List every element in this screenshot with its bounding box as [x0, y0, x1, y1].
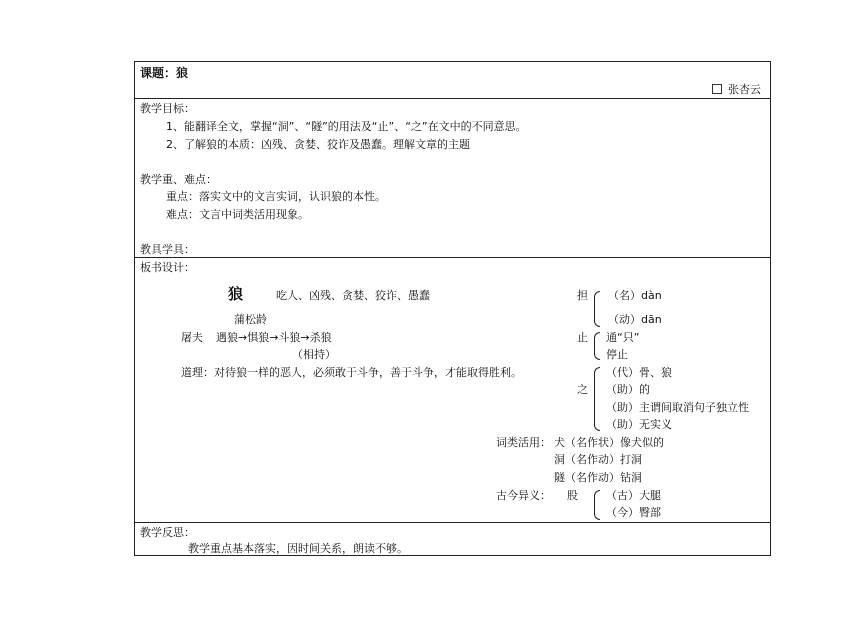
- zhi-sense: （代）骨、狼: [606, 366, 672, 379]
- row-divider: [134, 522, 771, 523]
- conversion-label: 词类活用：: [496, 436, 551, 449]
- brace: [594, 367, 600, 431]
- reflection-text: 教学重点基本落实，因时间关系，朗读不够。: [188, 542, 408, 555]
- tools-heading: 教具学具：: [140, 243, 195, 256]
- objectives-heading: 教学目标：: [140, 102, 195, 115]
- board-main-word: 狼: [228, 285, 244, 303]
- word-zhi: 之: [577, 383, 588, 396]
- table-border-top: [134, 61, 771, 62]
- conversion-item: 犬（名作状）像犬似的: [554, 436, 664, 449]
- conversion-item: 洞（名作动）打洞: [554, 453, 642, 466]
- word-zhi-stop: 止: [577, 331, 588, 344]
- board-traits: 吃人、凶残、贪婪、狡诈、愚蠢: [276, 289, 430, 302]
- brace: [594, 291, 600, 327]
- key-points-heading: 教学重、难点：: [140, 173, 217, 186]
- course-title: 课题：狼: [140, 66, 189, 80]
- objective-item: 2、了解狼的本质：凶残、贪婪、狡诈及愚蠢。理解文章的主题: [166, 138, 470, 151]
- word-dan: 担: [577, 289, 588, 302]
- zhi-sense: （助）无实义: [606, 418, 672, 431]
- checkbox-icon: [712, 84, 722, 94]
- brace: [594, 490, 600, 520]
- ancient-modern-sense: （古）大腿: [606, 489, 661, 502]
- ancient-modern-label: 古今异义：: [496, 489, 551, 502]
- zhi-sense: （助）主谓间取消句子独立性: [606, 401, 749, 414]
- objective-item: 1、能翻译全文，掌握“洞”、“隧”的用法及“止”、“之”在文中的不同意思。: [166, 120, 527, 133]
- board-lesson: 道理：对待狼一样的恶人，必须敢于斗争，善于斗争，才能取得胜利。: [181, 366, 522, 379]
- zhi-stop-sense: 通“只”: [606, 331, 640, 344]
- board-sequence: 遇狼→惧狼→斗狼→杀狼: [216, 331, 332, 344]
- zhi-stop-sense: 停止: [606, 348, 628, 361]
- ancient-modern-char: 股: [567, 489, 578, 502]
- conversion-item: 隧（名作动）钻洞: [554, 471, 642, 484]
- author-name: 张杏云: [728, 83, 761, 96]
- key-point: 重点：落实文中的文言实词，认识狼的本性。: [166, 190, 386, 203]
- difficult-point: 难点：文言中词类活用现象。: [166, 208, 309, 221]
- dan-sense: （名）dàn: [608, 289, 662, 302]
- table-border-left: [134, 61, 135, 556]
- board-sequence-note: （相持）: [292, 348, 336, 361]
- brace: [594, 332, 600, 360]
- dan-sense: （动）dān: [608, 313, 662, 326]
- author-line: [712, 83, 761, 97]
- row-divider: [134, 98, 771, 99]
- reflection-heading: 教学反思：: [140, 526, 195, 539]
- zhi-sense: （助）的: [606, 383, 650, 396]
- table-border-right: [770, 61, 771, 556]
- row-divider: [134, 257, 771, 258]
- board-butcher: 屠夫: [181, 331, 203, 344]
- board-author: 蒲松龄: [234, 313, 267, 326]
- board-heading: 板书设计：: [140, 261, 195, 274]
- ancient-modern-sense: （今）臀部: [606, 506, 661, 519]
